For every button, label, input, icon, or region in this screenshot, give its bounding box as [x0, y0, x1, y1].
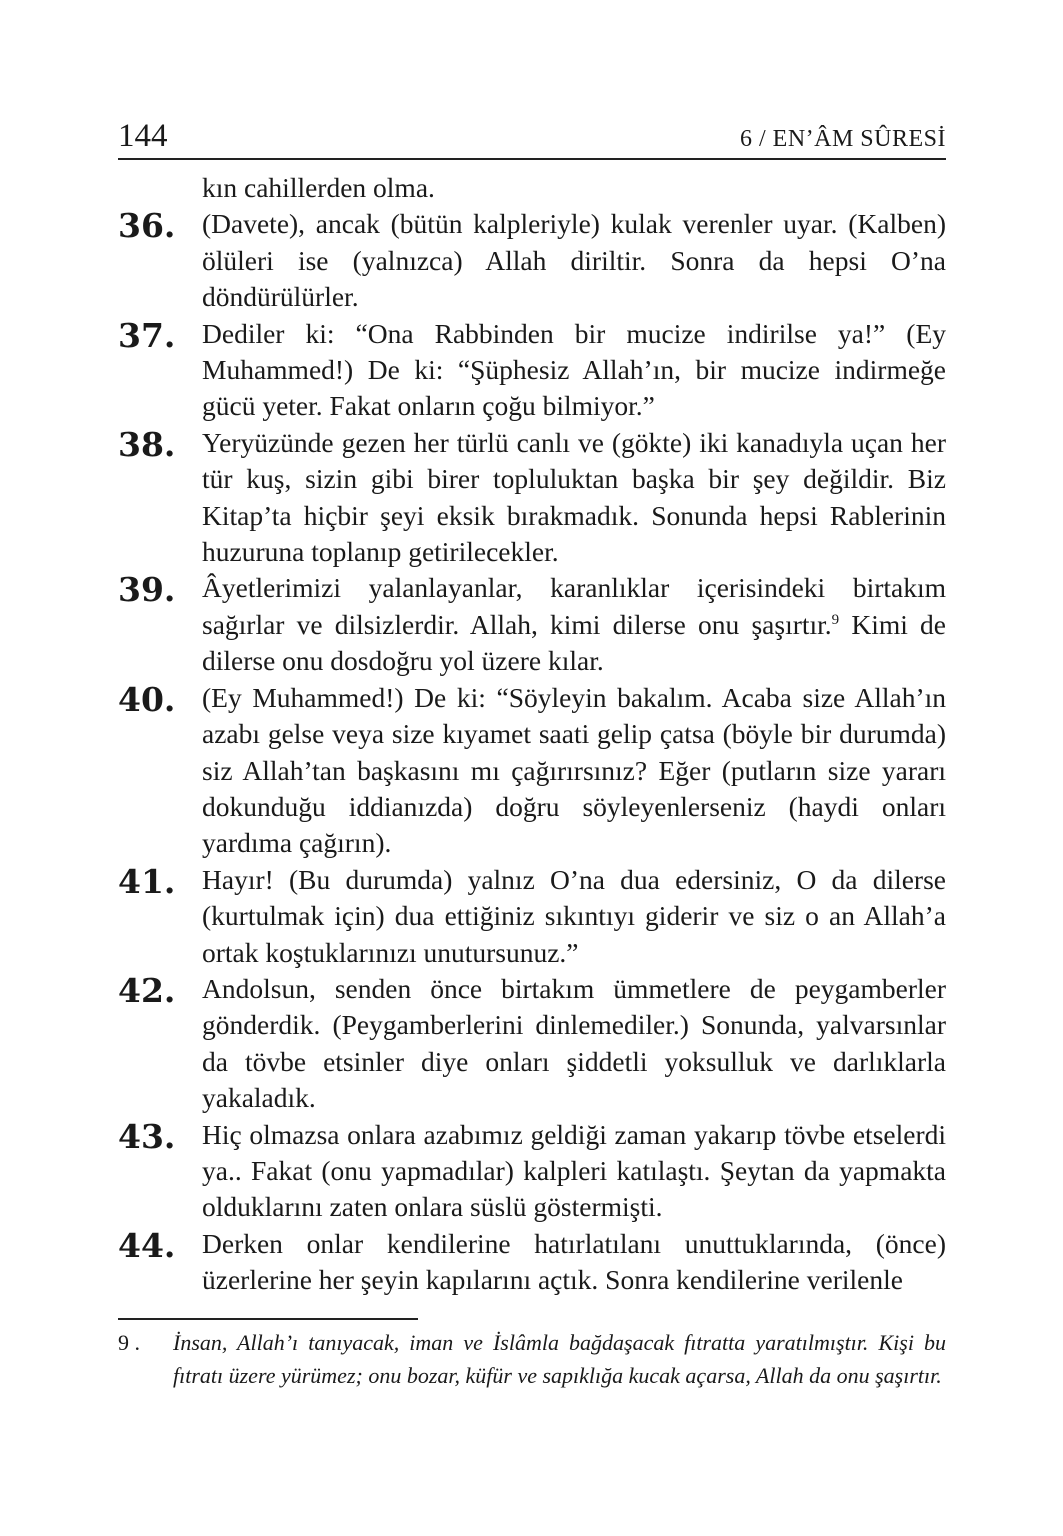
verse-text — [202, 570, 946, 679]
page-number: 144 — [118, 118, 168, 154]
verse-text: Derken onlar kendilerine hatırlatılanı unuttuklarında, (önce) üzerlerine her şeyin kapılarını açtık. Sonra kendilerine verilenle — [202, 1227, 946, 1296]
verse-number: 39. — [118, 570, 176, 610]
verse-number: 42. — [118, 970, 176, 1010]
verse-text-part: Âyetlerimizi yalanlayanlar, karanlıklar içerisindeki birtakım sağırlar ve dilsizlerdir. Allah, kimi dilerse onu şaşırtır. — [202, 572, 946, 640]
verse-text: Hayır! (Bu durumda) yalnız O’na dua edersiniz, O da dilerse (kurtulmak için) dua ettiğiniz sıkıntıyı giderir ve siz o an Allah’a ortak koştuklarınızı unutursunuz.” — [202, 863, 946, 968]
footnote-divider — [118, 1318, 418, 1320]
footnote-reference[interactable]: 9 — [831, 611, 840, 628]
verse-number: 43. — [118, 1116, 176, 1156]
verse-text: Dediler ki: “Ona Rabbinden bir mucize indirilse ya!” (Ey Muhammed!) De ki: “Şüphesiz Allah’ın, bir mucize indirmeğe gücü yeter. Fakat onların çoğu bilmiyor.” — [202, 317, 946, 422]
verse-41 — [118, 862, 946, 971]
verse-43 — [118, 1117, 946, 1226]
verse-text: (Ey Muhammed!) De ki: “Söyleyin bakalım. Acaba size Allah’ın azabı gelse veya size kıyamet saati gelip çatsa (böyle bir durumda) siz Allah’tan başkasını mı çağırırsınız? Eğer (putların size yararı dokunduğu iddianızda) doğru söyleyenlerseniz (haydi onları yardıma çağırın). — [202, 681, 946, 859]
verse-39 — [118, 570, 946, 679]
footnote-9 — [118, 1326, 946, 1392]
running-head: 6 / EN’ÂM SÛRESİ — [739, 126, 946, 152]
verse-text: (Davete), ancak (bütün kalpleriyle) kulak verenler uyar. (Kalben) ölüleri ise (yalnızca) Allah diriltir. Sonra da hepsi O’na döndürülürler. — [202, 208, 946, 313]
verse-number: 40. — [118, 679, 176, 719]
verse-37 — [118, 316, 946, 425]
verse-number: 44. — [118, 1225, 176, 1265]
footnote-text: İnsan, Allah’ı tanıyacak, iman ve İslâmla bağdaşacak fıtratta yaratılmıştır. Kişi bu fıtratı üzere yürümez; onu bozar, küfür ve sapıklığa kucak açarsa, Allah da onu şaşırtır. — [173, 1330, 946, 1388]
verse-number: 38. — [118, 424, 176, 464]
verse-38 — [118, 425, 946, 571]
footnote-number: 9 . — [118, 1330, 140, 1355]
verse-text: Hiç olmazsa onlara azabımız geldiği zaman yakarıp tövbe etselerdi ya.. Fakat (onu yapmadılar) kalpleri katılaştı. Şeytan da yapmakta olduklarını zaten onlara süslü göstermişti. — [202, 1118, 946, 1223]
verse-text: Andolsun, senden önce birtakım ümmetlere de peygamberler gönderdik. (Peygamberlerini dinlemediler.) Sonunda, yalvarsınlar da tövbe etsinler diye onları şiddetli yoksulluk ve darlıklarla yakaladık. — [202, 972, 946, 1114]
verse-continuation — [118, 170, 946, 206]
page-header — [118, 118, 946, 160]
verse-number: 36. — [118, 206, 176, 246]
verse-36 — [118, 206, 946, 315]
verse-number: 41. — [118, 861, 176, 901]
verse-text: Yeryüzünde gezen her türlü canlı ve (gökte) iki kanadıyla uçan her tür kuş, sizin gibi birer topluluktan başka bir şey değildir. Biz Kitap’ta hiçbir şeyi eksik bırakmadık. Sonunda hepsi Rablerinin huzuruna toplanıp getirilecekler. — [202, 426, 946, 568]
verse-number: 37. — [118, 315, 176, 355]
verse-text-part: Kimi de dilerse onu dosdoğru yol üzere kılar. — [202, 608, 946, 677]
footnotes — [118, 1326, 946, 1392]
verse-40 — [118, 680, 946, 862]
verse-text: kın cahillerden olma. — [202, 172, 435, 203]
verse-42 — [118, 971, 946, 1117]
verse-44 — [118, 1226, 946, 1299]
main-text — [118, 170, 946, 1299]
